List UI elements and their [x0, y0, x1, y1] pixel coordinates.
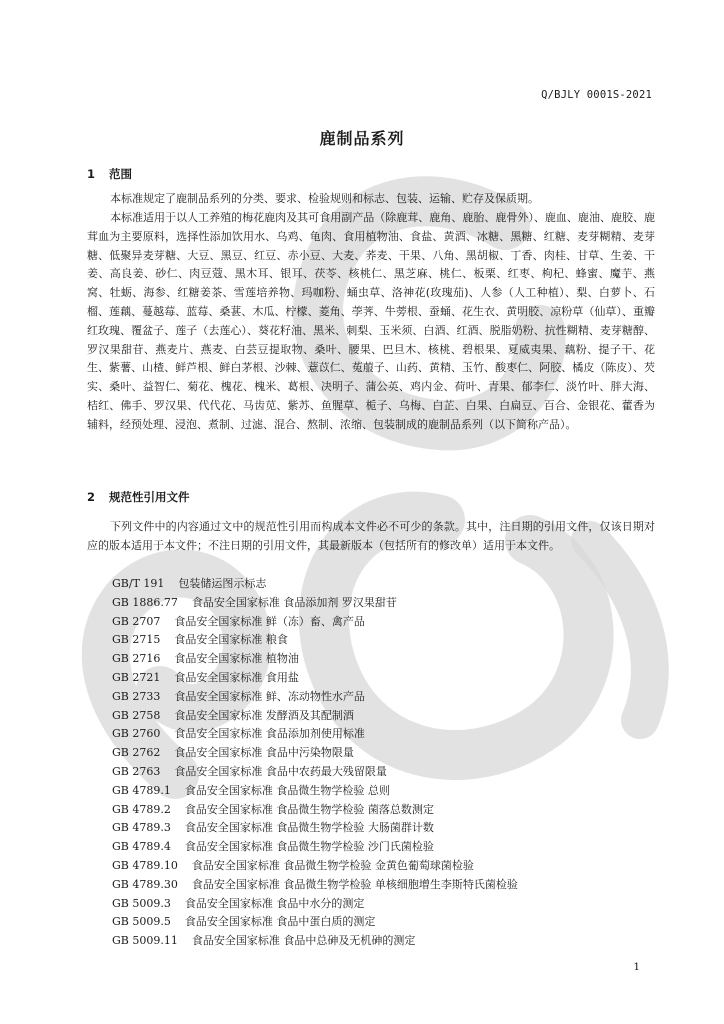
- reference-item: [112, 575, 518, 594]
- scope-paragraph-2: 本标准适用于以人工养殖的梅花鹿肉及其可食用副产品（除鹿茸、鹿角、鹿胎、鹿骨外）、鹿血、鹿油、鹿胶、鹿茸血为主要原料，选择性添加饮用水、乌鸡、龟肉、食用植物油、食盐、黄酒、冰糖、黑糖、红糖、麦芽糊精、麦芽糖、低聚异麦芽糖、大豆、黑豆、红豆、赤小豆、大麦、荞麦、干果、八角、黑胡椒、丁香、肉桂、甘草、生姜、干姜、高良姜、砂仁、肉豆蔻、黑木耳、银耳、茯苓、核桃仁、黑芝麻、桃仁、板栗、红枣、枸杞、蜂蜜、魔芋、燕窝、牡蛎、海参、红糖姜茶、雪莲培养物、玛咖粉、蛹虫草、洛神花(玫瑰茄)、人参（人工种植）、梨、白萝卜、石榴、莲藕、蔓越莓、蓝莓、桑葚、木瓜、柠檬、菱角、荸荠、牛蒡根、蚕蛹、花生衣、黄明胶、凉粉草（仙草）、重瓣红玫瑰、覆盆子、莲子（去莲心）、葵花籽油、黑米、刺梨、玉米须、白酒、红酒、脱脂奶粉、抗性糊精、麦芽糖醇、罗汉果甜苷、燕麦片、燕麦、白芸豆提取物、桑叶、腰果、巴旦木、核桃、碧根果、夏威夷果、藕粉、提子干、花生、紫薯、山楂、鲜芦根、鲜白茅根、沙棘、薏苡仁、菟菔子、山药、黄精、玉竹、酸枣仁、阿胶、橘皮（陈皮）、芡实、桑叶、益智仁、菊花、槐花、槐米、葛根、决明子、蒲公英、鸡内金、荷叶、青果、郁李仁、淡竹叶、胖大海、桔红、佛手、罗汉果、代代花、马齿苋、紫苏、鱼腥草、栀子、乌梅、白芷、白果、白扁豆、百合、金银花、藿香为辅料，经预处理、浸泡、煮制、过滤、混合、熬制、浓缩、包装制成的鹿制品系列（以下简称产品）。: [87, 211, 655, 431]
- reference-title: 包装储运图示标志: [178, 577, 267, 590]
- reference-code: GB 5009.11: [112, 934, 178, 948]
- reference-title: 食品安全国家标准 植物油: [174, 652, 299, 666]
- reference-item: [112, 707, 518, 726]
- reference-title: 食品安全国家标准 食品中水分的测定: [184, 896, 365, 910]
- reference-title: 食品安全国家标准 食品微生物学检验 菌落总数测定: [184, 802, 434, 816]
- section-2-heading: [87, 489, 190, 505]
- page-number: 1: [633, 961, 640, 973]
- reference-title: 食品安全国家标准 食品微生物学检验 沙门氏菌检验: [184, 840, 434, 854]
- reference-code: GB 4789.2: [112, 802, 171, 816]
- reference-code: GB 2733: [112, 689, 161, 703]
- document-code: Q/BJLY 0001S-2021: [541, 89, 652, 101]
- reference-code: GB 4789.30: [112, 877, 178, 891]
- reference-title: 食品安全国家标准 食品微生物学检验 单核细胞增生李斯特氏菌检验: [191, 877, 518, 891]
- section-1-title: 范围: [109, 167, 133, 181]
- normative-references-list: [112, 575, 518, 951]
- reference-item: [112, 876, 518, 895]
- section-1-number: 1: [87, 167, 96, 181]
- scope-paragraph-1: 本标准规定了鹿制品系列的分类、要求、检验规则和标志、包装、运输、贮存及保质期。: [110, 192, 539, 205]
- reference-title: 食品安全国家标准 食品微生物学检验 金黄色葡萄球菌检验: [191, 858, 474, 872]
- section-2-number: 2: [87, 490, 96, 504]
- reference-item: [112, 913, 518, 932]
- reference-code: GB 2721: [112, 670, 161, 684]
- reference-code: GB 4789.4: [112, 840, 171, 854]
- references-intro-paragraph: 下列文件中的内容通过文中的规范性引用而构成本文件必不可少的条款。其中，注日期的引用文件，仅该日期对应的版本适用于本文件；不注日期的引用文件，其最新版本（包括所有的修改单）适用于本文件。: [87, 520, 655, 552]
- reference-code: GB 2716: [112, 652, 161, 666]
- section-2-title: 规范性引用文件: [109, 490, 190, 504]
- reference-item: [112, 688, 518, 707]
- reference-code: GB 4789.3: [112, 821, 171, 835]
- reference-item: [112, 725, 518, 744]
- reference-title: 食品安全国家标准 食品中蛋白质的测定: [184, 915, 376, 929]
- reference-item: [112, 857, 518, 876]
- reference-code: GB 2758: [112, 708, 161, 722]
- reference-code: GB 1886.77: [112, 595, 178, 609]
- reference-code: GB 2762: [112, 746, 161, 760]
- reference-code: GB 2707: [112, 614, 161, 628]
- reference-code: GB/T 191: [112, 577, 165, 590]
- reference-item: [112, 763, 518, 782]
- reference-title: 食品安全国家标准 鲜、冻动物性水产品: [174, 689, 365, 703]
- reference-item: [112, 650, 518, 669]
- reference-code: GB 5009.3: [112, 896, 171, 910]
- reference-code: GB 2715: [112, 633, 161, 647]
- reference-title: 食品安全国家标准 食品中农药最大残留限量: [174, 764, 387, 778]
- reference-title: 食品安全国家标准 食品添加剂 罗汉果甜苷: [191, 595, 397, 609]
- reference-item: [112, 613, 518, 632]
- reference-item: [112, 744, 518, 763]
- reference-title: 食品安全国家标准 鲜（冻）畜、禽产品: [174, 614, 365, 628]
- reference-title: 食品安全国家标准 食品中污染物限量: [174, 746, 354, 760]
- reference-code: GB 4789.1: [112, 783, 171, 797]
- reference-title: 食品安全国家标准 粮食: [174, 633, 288, 647]
- reference-item: [112, 895, 518, 914]
- reference-item: [112, 801, 518, 820]
- reference-item: [112, 594, 518, 613]
- reference-item: [112, 932, 518, 951]
- reference-title: 食品安全国家标准 食品中总砷及无机砷的测定: [191, 934, 416, 948]
- reference-title: 食品安全国家标准 食用盐: [174, 670, 299, 684]
- reference-title: 食品安全国家标准 食品微生物学检验 总则: [184, 783, 390, 797]
- reference-title: 食品安全国家标准 食品添加剂使用标准: [174, 727, 365, 741]
- reference-item: [112, 819, 518, 838]
- reference-item: [112, 669, 518, 688]
- reference-item: [112, 782, 518, 801]
- reference-title: 食品安全国家标准 发酵酒及其配制酒: [174, 708, 354, 722]
- reference-code: GB 2763: [112, 764, 161, 778]
- reference-title: 食品安全国家标准 食品微生物学检验 大肠菌群计数: [184, 821, 434, 835]
- reference-item: [112, 631, 518, 650]
- reference-code: GB 5009.5: [112, 915, 171, 929]
- document-title: 鹿制品系列: [319, 129, 405, 148]
- reference-code: GB 4789.10: [112, 858, 178, 872]
- reference-item: [112, 838, 518, 857]
- section-1-heading: [87, 166, 132, 182]
- reference-code: GB 2760: [112, 727, 161, 741]
